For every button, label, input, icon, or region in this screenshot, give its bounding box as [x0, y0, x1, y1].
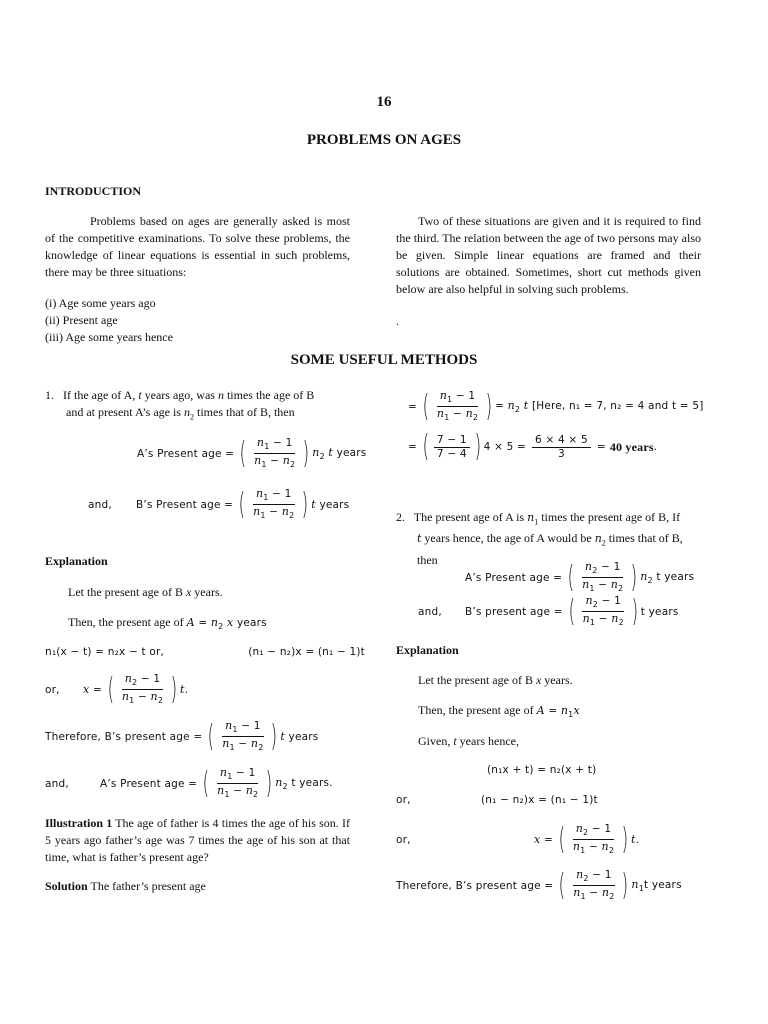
explanation-1-line-2: Then, the present age of $A = n_2$ x years	[68, 615, 267, 632]
method-number: 1.	[45, 388, 54, 402]
calc-line-2: = ( $\frac{7 - 1}{7 - 4}$ ) 4 × 5 = $\frac{6 \times 4 \times 5}{3}$ = 40 years .	[408, 429, 658, 464]
explanation-1-equations	[45, 646, 365, 658]
formula-a-present-age: A’s Present age = ( $\frac{n_1 - 1}{n_1 - n_2}$ ) $n_2$ t years	[137, 435, 367, 471]
explanation-2-heading: Explanation	[396, 643, 459, 657]
explanation-1-x-formula: or, x = ( $\frac{n_2 - 1}{n_1 - n_2}$ ) t.	[45, 671, 189, 707]
illustration-label: Illustration 1	[45, 816, 113, 830]
explanation-1-b-present: Therefore, B’s present age = ( $\frac{n_1 - 1}{n_1 - n_2}$ ) t years	[45, 718, 319, 754]
methods-heading: SOME USEFUL METHODS	[290, 352, 478, 368]
explanation-2-line-3: Given, t years hence,	[418, 734, 519, 748]
list-item: (i) Age some years ago	[45, 296, 156, 310]
calc-line-1: = ( $\frac{n_1 - 1}{n_1 - n_2}$ ) = $n_2$ t [Here, n₁ = 7, n₂ = 4 and t = 5]	[408, 388, 704, 424]
explanation-2-equation-1: (n₁x + t) = n₂(x + t)	[487, 764, 597, 776]
formula-b-present-age: and, B’s Present age = ( $\frac{n_1 - 1}{n_1 - n_2}$ ) t years	[88, 486, 350, 522]
method-number: 2.	[396, 510, 405, 524]
illustration-text: The age of father is 4 times the age of his son. If 5 years ago father’s age was 7 times the age of his son at that time, what is father’s present age?	[45, 816, 350, 864]
explanation-2-line-1: Let the present age of B x years.	[418, 673, 573, 687]
explanation-1-heading: Explanation	[45, 554, 108, 568]
stray-dot: .	[396, 314, 399, 328]
explanation-2-b-present: Therefore, B’s present age = ( $\frac{n_2 - 1}{n_1 - n_2}$ ) $n_1t$ years	[396, 867, 682, 903]
explanation-2-line-2: Then, the present age of $A = n_1x$	[418, 703, 580, 720]
illustration-1	[45, 815, 350, 866]
formula-2-a-present-age: A’s Present age = ( $\frac{n_2 - 1}{n_1 - n_2}$ ) $n_2$ t years	[465, 559, 695, 595]
equation: n₁(x − t) = n₂x − t or,	[45, 646, 165, 658]
equation: (n₁ − n₂)x = (n₁ − 1)t	[248, 646, 365, 658]
solution-line: Solution The father’s present age	[45, 879, 206, 893]
list-item: (iii) Age some years hence	[45, 330, 173, 344]
explanation-2-equation-2-row: or, (n₁ − n₂)x = (n₁ − 1)t	[396, 794, 598, 806]
explanation-1-line-1: Let the present age of B x years.	[68, 585, 223, 599]
chapter-title: PROBLEMS ON AGES	[306, 132, 462, 148]
answer: 40 years	[609, 439, 654, 454]
method-1-statement: 1. If the age of A, t years ago, was n times the age of B and at present A’s age is $n_2$ times that of B, then	[45, 388, 315, 422]
explanation-1-a-present: and, A’s Present age = ( $\frac{n_1 - 1}{n_1 - n_2}$ ) $n_2$ t years.	[45, 765, 333, 801]
method-2-statement: 2. The present age of A is $n_1$ times the present age of B, If t years hence, the age of A would be $n_2$ times that of B, then	[396, 510, 683, 567]
intro-heading: INTRODUCTION	[45, 184, 142, 198]
list-item: (ii) Present age	[45, 313, 118, 327]
explanation-2-x-formula: or, x = ( $\frac{n_2 - 1}{n_1 - n_2}$ ) t.	[396, 821, 640, 857]
intro-paragraph-right: Two of these situations are given and it is required to find the third. The relation between the age of two persons may also be given. Simple linear equations are framed and their solutions are obtained. Sometimes, short cut methods given below are also helpful in solving such problems.	[396, 214, 701, 296]
formula-2-b-present-age: and, B’s present age = ( $\frac{n_2 - 1}{n_1 - n_2}$ ) t years	[418, 593, 679, 629]
equation: (n₁ − n₂)x = (n₁ − 1)t	[481, 794, 598, 806]
intro-paragraph-left: Problems based on ages are generally asked is most of the competitive examinations. To solve these problems, the knowledge of linear equations is essential in such problems, there may be three situations:	[45, 214, 350, 279]
situations-list	[45, 295, 173, 346]
chapter-number: 16	[376, 94, 392, 110]
solution-label: Solution	[45, 879, 88, 893]
